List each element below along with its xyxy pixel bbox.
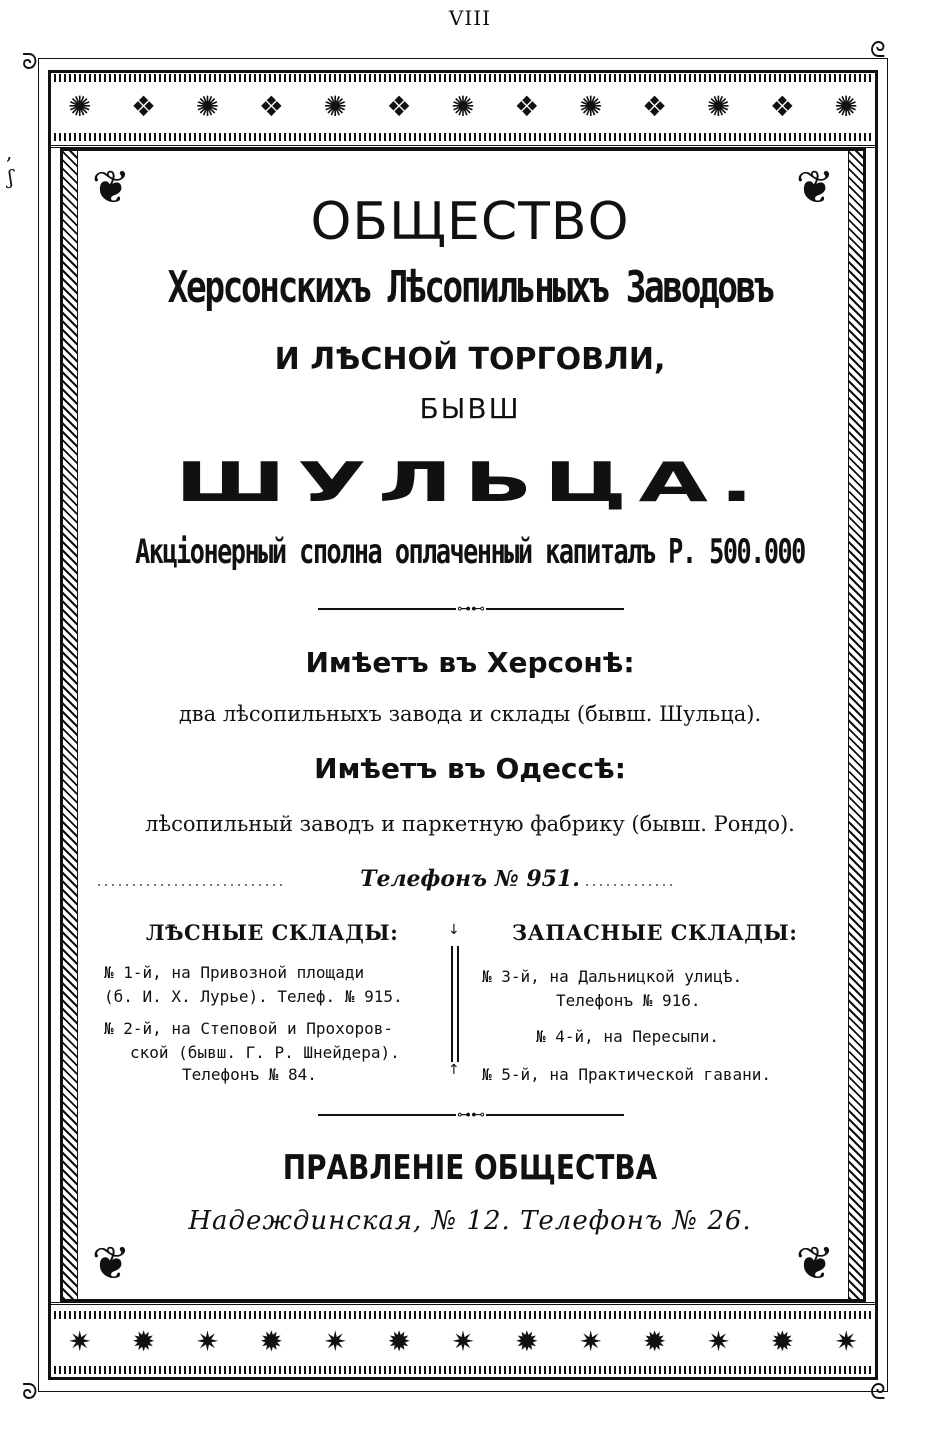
cross-ornament-icon: ❖ [258, 90, 284, 123]
cross-ornament-icon: ❖ [386, 90, 412, 123]
right-column-line: № 4-й, на Пересыпи. [536, 1027, 720, 1046]
kherson-heading: Имѣетъ въ Херсонѣ: [305, 646, 635, 679]
curl-icon: ᘓ [870, 38, 886, 63]
flower-ornament-icon: ✺ [68, 90, 92, 123]
timber-warehouses-heading: ЛѢСНЫЕ СКЛАДЫ: [146, 920, 399, 945]
flower-ornament-icon: ✺ [834, 90, 858, 123]
capital-line: Акціонерный сполна оплаченный капиталъ Р. 500.000 [135, 532, 805, 572]
flower-ornament-icon: ✺ [451, 90, 475, 123]
right-column-line: Телефонъ № 916. [556, 991, 701, 1010]
corner-scroll-icon: ❦ [787, 159, 843, 215]
left-column-line: (б. И. Х. Лурье). Телеф. № 915. [104, 987, 403, 1006]
corner-scroll-icon: ❦ [83, 1235, 139, 1291]
page-number: VIII [448, 6, 492, 30]
sun-ornament-icon: ✹ [131, 1325, 156, 1358]
flower-ornament-icon: ✺ [323, 90, 347, 123]
curl-icon: ᘐ [22, 1380, 38, 1405]
sun-ornament-icon: ✹ [387, 1325, 411, 1358]
board-heading: ПРАВЛЕНІЕ ОБЩЕСТВА [282, 1148, 658, 1188]
flower-ornament-icon: ✺ [195, 90, 220, 123]
top-ornament-band [48, 70, 878, 148]
star-ornament-icon: ✷ [706, 1325, 731, 1358]
cross-ornament-icon: ❖ [769, 90, 795, 123]
flower-ornament-icon: ✺ [706, 90, 731, 123]
title-timber-trade: И ЛѢСНОЙ ТОРГОВЛИ, [274, 342, 666, 377]
reserve-warehouses-heading: ЗАПАСНЫЕ СКЛАДЫ: [512, 920, 798, 945]
title-former: БЫВШ [419, 392, 521, 425]
corner-scroll-icon: ❦ [83, 159, 139, 215]
flower-ornament-icon: ✺ [578, 90, 603, 123]
margin-mark: ʃ [8, 165, 14, 189]
cross-ornament-icon: ❖ [131, 90, 157, 123]
title-kherson-sawmills: Херсонскихъ Лѣсопильныхъ Заводовъ [167, 262, 773, 313]
star-ornament-icon: ✷ [451, 1325, 475, 1358]
bottom-ornament-band [48, 1302, 878, 1380]
sun-ornament-icon: ✹ [642, 1325, 667, 1358]
left-column-line: № 2-й, на Степовой и Прохоров- [104, 1019, 393, 1038]
sun-ornament-icon: ✹ [770, 1325, 795, 1358]
cross-ornament-icon: ❖ [641, 90, 668, 123]
right-column-line: № 3-й, на Дальницкой улицѣ. [482, 967, 743, 986]
star-ornament-icon: ✷ [68, 1325, 92, 1358]
rule-ornament-icon: ⊶⊷ [457, 601, 485, 617]
curl-icon: ᘐ [22, 50, 38, 75]
margin-mark: , [6, 140, 13, 164]
sun-ornament-icon: ✹ [515, 1325, 539, 1358]
board-address: Надеждинская, № 12. Телефонъ № 26. [188, 1206, 752, 1236]
left-column-line: ской (бывш. Г. Р. Шнейдера). [130, 1043, 400, 1062]
left-column-line: № 1-й, на Привозной площади [104, 963, 365, 982]
star-ornament-icon: ✷ [195, 1325, 220, 1358]
title-schultz: ШУЛЬЦА. [174, 451, 766, 515]
cross-ornament-icon: ❖ [514, 90, 540, 123]
sun-ornament-icon: ✹ [259, 1325, 284, 1358]
kherson-text: два лѣсопильныхъ завода и склады (бывш. Шульца). [178, 702, 762, 726]
rule-ornament-icon: ⊶⊷ [457, 1107, 485, 1123]
odessa-heading: Имѣетъ въ Одессѣ: [314, 752, 626, 785]
corner-scroll-icon: ❦ [787, 1235, 843, 1291]
arrow-down-icon: ↓ [448, 922, 460, 938]
odessa-text: лѣсопильный заводъ и паркетную фабрику (бывш. Рондо). [145, 812, 795, 836]
ornamental-rule [318, 1107, 624, 1123]
title-society: ОБЩЕСТВО [310, 192, 630, 252]
telephone-line: Телефонъ № 951. [360, 866, 580, 892]
star-ornament-icon: ✷ [834, 1325, 858, 1358]
star-ornament-icon: ✷ [323, 1325, 347, 1358]
curl-icon: ᘓ [870, 1380, 886, 1405]
column-divider [451, 946, 459, 1062]
ornamental-rule [318, 601, 624, 617]
arrow-up-icon: ↑ [448, 1062, 460, 1078]
right-column-line: № 5-й, на Практической гавани. [482, 1065, 771, 1084]
left-column-line: Телефонъ № 84. [182, 1065, 317, 1084]
star-ornament-icon: ✷ [579, 1325, 603, 1358]
